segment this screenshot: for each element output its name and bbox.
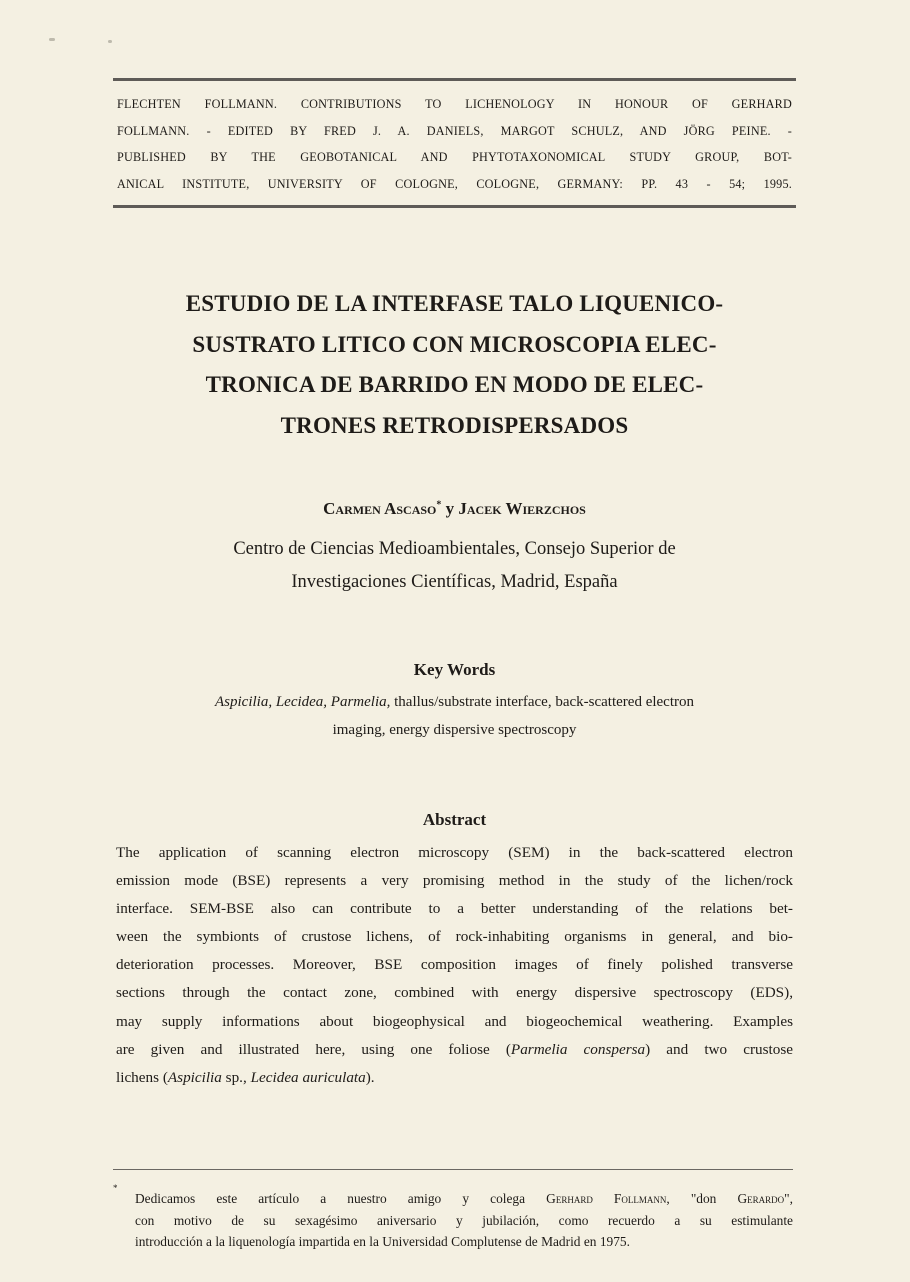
abstract-text: are given and illustrated here, using one foliose ( — [116, 1040, 511, 1058]
paper-title — [113, 284, 796, 446]
abstract-line: may supply informations about biogeophysical and biogeochemical weathering. Examples — [116, 1012, 793, 1030]
affiliation-line: Centro de Ciencias Medioambientales, Consejo Superior de — [233, 539, 676, 559]
citation-line: FOLLMANN. - EDITED BY FRED J. A. DANIELS, MARGOT SCHULZ, AND JÖRG PEINE. - — [117, 123, 792, 138]
scan-speck — [49, 38, 55, 41]
footnote-line: con motivo de su sexagésimo aniversario y jubilación, como recuerdo a su estimulante — [135, 1212, 793, 1228]
author-name: Carmen Ascaso — [323, 499, 437, 518]
header-top-rule — [113, 78, 796, 81]
scan-speck — [108, 40, 112, 43]
affiliation — [113, 533, 796, 599]
title-line: TRONICA DE BARRIDO EN MODO DE ELEC- — [205, 372, 704, 397]
author-list — [113, 499, 796, 519]
keywords-line-rest: thallus/substrate interface, back-scattered electron — [390, 694, 694, 710]
abstract-text: ). — [365, 1068, 375, 1086]
author-name: Jacek Wierzchos — [458, 499, 586, 518]
author-conjunction: y — [445, 499, 455, 518]
citation-line: FLECHTEN FOLLMANN. CONTRIBUTIONS TO LICHENOLOGY IN HONOUR OF GERHARD — [117, 97, 792, 111]
footnote-text: , "don — [666, 1191, 738, 1206]
species-name: Parmelia conspersa — [510, 1040, 646, 1058]
abstract-text: lichens ( — [116, 1068, 168, 1086]
abstract-line: sections through the contact zone, combined with energy dispersive spectroscopy (EDS), — [116, 984, 793, 1002]
abstract-line: ween the symbionts of crustose lichens, of rock-inhabiting organisms in general, and bio- — [116, 928, 793, 946]
header-bottom-rule — [113, 205, 796, 208]
honoree-name: Gerhard Follmann — [546, 1191, 667, 1206]
keywords-genera: Aspicilia, Lecidea, Parmelia, — [215, 694, 391, 710]
abstract-text: sp., — [221, 1068, 251, 1086]
abstract-heading: Abstract — [422, 810, 487, 829]
abstract-line — [116, 1036, 793, 1064]
title-line: TRONES RETRODISPERSADOS — [280, 412, 629, 438]
affiliation-line: Investigaciones Científicas, Madrid, España — [291, 572, 618, 592]
footnote-line — [135, 1188, 793, 1210]
abstract-line: deterioration processes. Moreover, BSE composition images of finely polished transverse — [116, 956, 793, 974]
footnote-marker: * — [113, 1183, 118, 1193]
citation-text — [117, 91, 792, 197]
footnote-text: Dedicamos este artículo a nuestro amigo y colega — [135, 1191, 547, 1206]
abstract-line — [116, 1064, 793, 1092]
citation-line: PUBLISHED BY THE GEOBOTANICAL AND PHYTOTAXONOMICAL STUDY GROUP, BOT- — [117, 150, 792, 165]
abstract-line: emission mode (BSE) represents a very promising method in the study of the lichen/rock — [116, 872, 793, 890]
abstract-line: The application of scanning electron microscopy (SEM) in the back-scattered electron — [116, 844, 793, 861]
author-footnote-marker: * — [436, 499, 442, 511]
title-line: SUSTRATO LITICO CON MICROSCOPIA ELEC- — [192, 331, 717, 357]
footnote-rule — [113, 1169, 793, 1170]
abstract-text: ) and two crustose — [645, 1040, 793, 1058]
title-line: ESTUDIO DE LA INTERFASE TALO LIQUENICO- — [185, 291, 724, 316]
abstract-line: interface. SEM-BSE also can contribute to a better understanding of the relations bet- — [116, 900, 793, 918]
footnote-line: introducción a la liquenología impartida en la Universidad Complutense de Madrid en 1975. — [135, 1234, 630, 1249]
citation-line: ANICAL INSTITUTE, UNIVERSITY OF COLOGNE, COLOGNE, GERMANY: PP. 43 - 54; 1995. — [117, 176, 792, 191]
footnote-text: ", — [784, 1191, 793, 1206]
keywords-heading: Key Words — [413, 660, 496, 679]
keywords-line: imaging, energy dispersive spectroscopy — [332, 722, 577, 738]
species-name: Lecidea auriculata — [250, 1068, 366, 1086]
species-name: Aspicilia — [167, 1068, 222, 1086]
citation-header — [113, 78, 796, 208]
abstract-body — [116, 839, 793, 1092]
keywords-text — [113, 688, 796, 744]
dedication-footnote — [135, 1188, 793, 1253]
keywords-line — [113, 688, 796, 716]
honoree-nickname: Gerardo — [737, 1191, 785, 1206]
